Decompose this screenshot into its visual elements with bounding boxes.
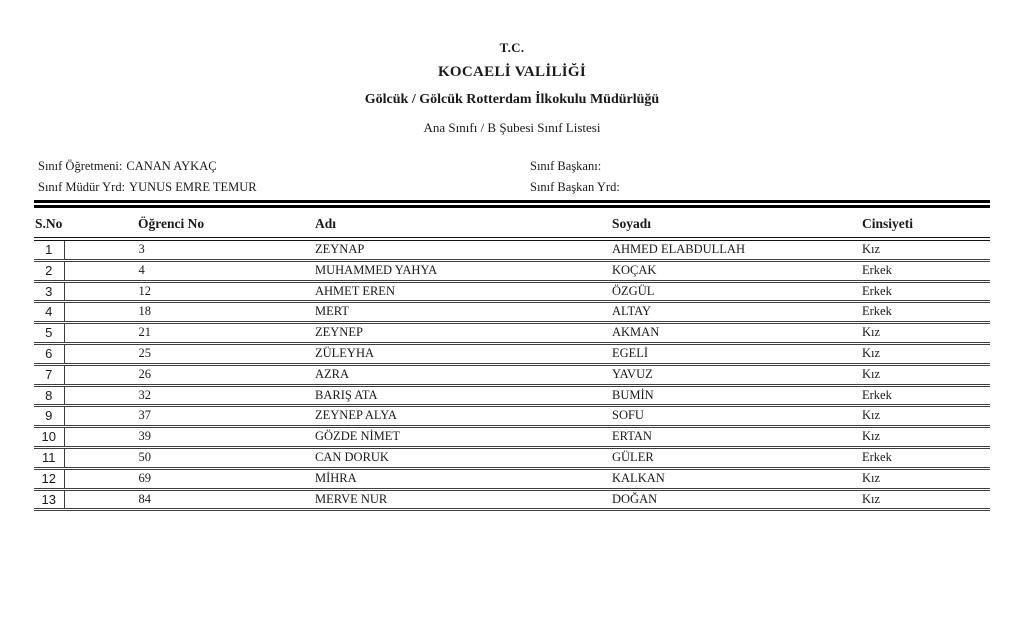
deputy-principal-name: YUNUS EMRE TEMUR <box>129 180 257 194</box>
cell-cinsiyeti: Kız <box>857 427 990 448</box>
cell-ogrenci-no: 3 <box>64 239 310 260</box>
governorship-title: KOCAELİ VALİLİĞİ <box>437 64 587 80</box>
cell-cinsiyeti: Kız <box>857 364 990 385</box>
cell-adi: MERT <box>310 302 607 323</box>
cell-sno: 5 <box>34 323 64 344</box>
student-rows <box>34 239 990 510</box>
cell-sno: 10 <box>34 427 64 448</box>
class-list-subtitle: Ana Sınıfı / B Şubesi Sınıf Listesi <box>423 120 601 135</box>
column-header-first-name: Adı <box>310 210 607 239</box>
table-row <box>34 302 990 323</box>
cell-adi: AZRA <box>310 364 607 385</box>
table-header-row <box>34 210 990 239</box>
cell-cinsiyeti: Erkek <box>857 447 990 468</box>
cell-cinsiyeti: Kız <box>857 489 990 510</box>
cell-soyadi: EGELİ <box>607 343 857 364</box>
cell-sno: 9 <box>34 406 64 427</box>
class-president-label: Sınıf Başkanı: <box>530 159 602 173</box>
cell-ogrenci-no: 84 <box>64 489 310 510</box>
cell-sno: 8 <box>34 385 64 406</box>
cell-cinsiyeti: Kız <box>857 239 990 260</box>
table-row <box>34 260 990 281</box>
cell-ogrenci-no: 69 <box>64 468 310 489</box>
cell-cinsiyeti: Erkek <box>857 385 990 406</box>
cell-cinsiyeti: Erkek <box>857 260 990 281</box>
cell-soyadi: ALTAY <box>607 302 857 323</box>
class-teacher-label: Sınıf Öğretmeni: <box>38 159 123 173</box>
cell-soyadi: DOĞAN <box>607 489 857 510</box>
cell-adi: BARIŞ ATA <box>310 385 607 406</box>
table-row <box>34 427 990 448</box>
cell-cinsiyeti: Erkek <box>857 302 990 323</box>
cell-sno: 11 <box>34 447 64 468</box>
cell-adi: ZEYNEP ALYA <box>310 406 607 427</box>
cell-cinsiyeti: Kız <box>857 406 990 427</box>
cell-adi: ZÜLEYHA <box>310 343 607 364</box>
cell-adi: ZEYNAP <box>310 239 607 260</box>
cell-cinsiyeti: Kız <box>857 343 990 364</box>
table-row <box>34 343 990 364</box>
cell-soyadi: KALKAN <box>607 468 857 489</box>
republic-title: T.C. <box>499 40 525 55</box>
cell-sno: 13 <box>34 489 64 510</box>
table-row <box>34 364 990 385</box>
class-teacher-name: CANAN AYKAÇ <box>126 159 217 173</box>
table-row <box>34 239 990 260</box>
cell-soyadi: GÜLER <box>607 447 857 468</box>
cell-soyadi: KOÇAK <box>607 260 857 281</box>
info-row-teacher <box>34 156 990 177</box>
cell-adi: MİHRA <box>310 468 607 489</box>
cell-ogrenci-no: 4 <box>64 260 310 281</box>
document-header <box>0 0 1024 136</box>
student-table <box>34 210 990 511</box>
cell-cinsiyeti: Erkek <box>857 281 990 302</box>
cell-soyadi: AKMAN <box>607 323 857 344</box>
school-directorate-title: Gölcük / Gölcük Rotterdam İlkokulu Müdürlüğü <box>364 92 660 107</box>
column-header-sno: S.No <box>34 210 64 239</box>
column-header-gender: Cinsiyeti <box>857 210 990 239</box>
cell-sno: 7 <box>34 364 64 385</box>
cell-ogrenci-no: 18 <box>64 302 310 323</box>
cell-sno: 1 <box>34 239 64 260</box>
table-row <box>34 489 990 510</box>
class-vice-president-label: Sınıf Başkan Yrd: <box>530 180 620 194</box>
cell-adi: GÖZDE NİMET <box>310 427 607 448</box>
cell-ogrenci-no: 37 <box>64 406 310 427</box>
column-header-student-number: Öğrenci No <box>64 210 310 239</box>
cell-cinsiyeti: Kız <box>857 468 990 489</box>
cell-sno: 12 <box>34 468 64 489</box>
cell-soyadi: BUMİN <box>607 385 857 406</box>
table-row <box>34 323 990 344</box>
table-row <box>34 406 990 427</box>
class-info-section <box>34 156 990 208</box>
cell-soyadi: AHMED ELABDULLAH <box>607 239 857 260</box>
cell-ogrenci-no: 39 <box>64 427 310 448</box>
cell-adi: ZEYNEP <box>310 323 607 344</box>
cell-ogrenci-no: 21 <box>64 323 310 344</box>
cell-sno: 2 <box>34 260 64 281</box>
cell-ogrenci-no: 12 <box>64 281 310 302</box>
cell-soyadi: YAVUZ <box>607 364 857 385</box>
table-row <box>34 447 990 468</box>
cell-ogrenci-no: 50 <box>64 447 310 468</box>
table-row <box>34 385 990 406</box>
cell-ogrenci-no: 32 <box>64 385 310 406</box>
cell-sno: 3 <box>34 281 64 302</box>
column-header-last-name: Soyadı <box>607 210 857 239</box>
table-row <box>34 468 990 489</box>
cell-adi: CAN DORUK <box>310 447 607 468</box>
cell-cinsiyeti: Kız <box>857 323 990 344</box>
cell-adi: MERVE NUR <box>310 489 607 510</box>
cell-sno: 6 <box>34 343 64 364</box>
cell-soyadi: ÖZGÜL <box>607 281 857 302</box>
cell-sno: 4 <box>34 302 64 323</box>
table-row <box>34 281 990 302</box>
cell-soyadi: ERTAN <box>607 427 857 448</box>
cell-soyadi: SOFU <box>607 406 857 427</box>
cell-ogrenci-no: 25 <box>64 343 310 364</box>
cell-adi: MUHAMMED YAHYA <box>310 260 607 281</box>
cell-adi: AHMET EREN <box>310 281 607 302</box>
cell-ogrenci-no: 26 <box>64 364 310 385</box>
deputy-principal-label: Sınıf Müdür Yrd: <box>38 180 126 194</box>
info-row-deputy <box>34 177 990 198</box>
